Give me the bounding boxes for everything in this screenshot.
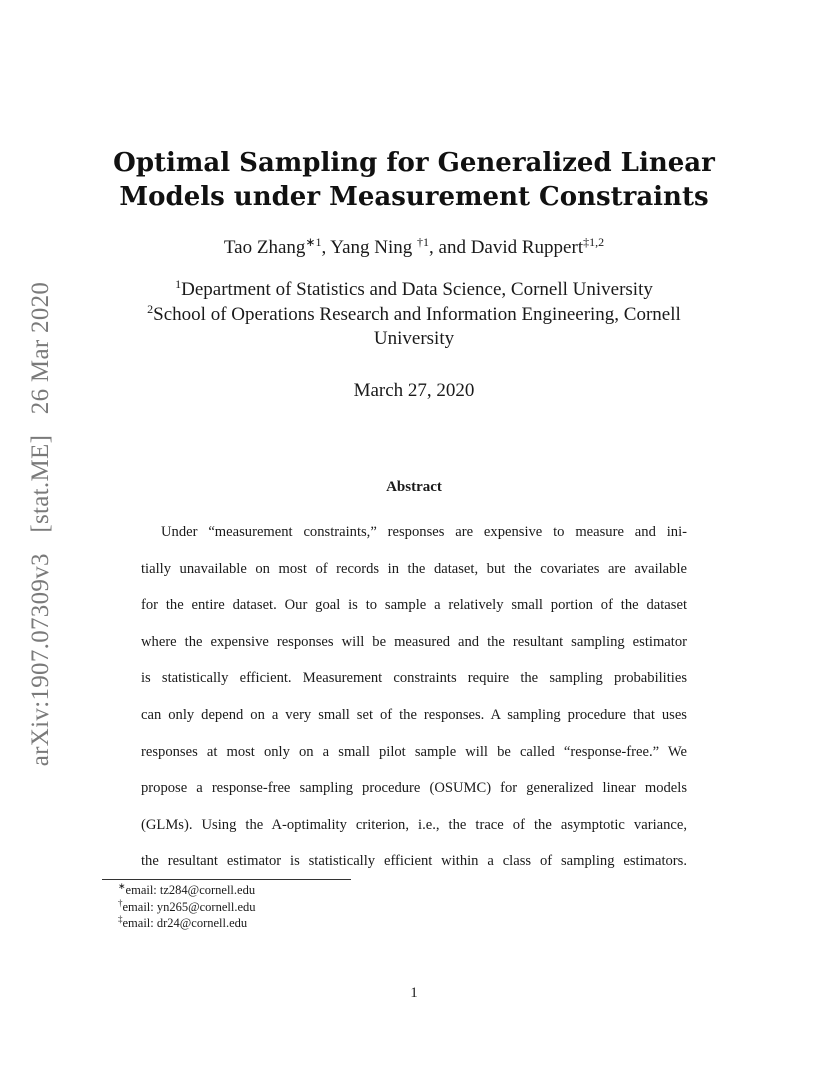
paper-date: March 27, 2020 (353, 380, 475, 401)
abstract-line: Under “measurement constraints,” responses are expensive to measure and ini- (161, 524, 687, 540)
abstract-line: the resultant estimator is statistically efficient within a class of sampling estimators. (141, 853, 687, 870)
affiliation-number: 2 (147, 301, 154, 316)
arxiv-sidebar-stamp (27, 282, 55, 766)
title-line-2: Models under Measurement Constraints (119, 182, 709, 212)
affiliation (60, 303, 768, 328)
arxiv-date: 26 Mar 2020 (27, 281, 54, 415)
footnotes (118, 882, 256, 932)
arxiv-category: [stat.ME] (27, 434, 54, 533)
abstract-line: tially unavailable on most of records in the dataset, but the covariates are available (141, 560, 687, 577)
abstract-body (141, 522, 687, 888)
abstract-heading: Abstract (386, 479, 442, 495)
abstract-line: responses at most only on a small pilot sample will be called “response-free.” We (141, 743, 687, 760)
author-marks: ‡1,2 (583, 235, 605, 249)
abstract-line: propose a response-free sampling procedure (OSUMC) for generalized linear models (141, 780, 687, 797)
author-separator: , (321, 237, 331, 258)
author-name: Tao Zhang (223, 237, 306, 258)
author-name: Yang Ning (330, 237, 418, 258)
footnote-mark: ‡ (118, 914, 123, 924)
author-list (60, 236, 768, 260)
footnote (118, 915, 256, 932)
arxiv-id: arXiv:1907.07309v3 (27, 553, 54, 767)
abstract-line: where the expensive responses will be measured and the resultant sampling estimator (141, 633, 687, 650)
author-marks: †1 (417, 235, 430, 249)
footnote-rule (102, 879, 351, 880)
title-line-1: Optimal Sampling for Generalized Linear (113, 148, 715, 178)
abstract-line: can only depend on a very small set of the responses. A sampling procedure that uses (141, 706, 687, 723)
author-marks: ∗1 (305, 235, 322, 249)
abstract-line: (GLMs). Using the A-optimality criterion, i.e., the trace of the asymptotic variance, (141, 816, 687, 833)
abstract-line: is statistically efficient. Measurement constraints require the sampling probabilities (141, 670, 687, 687)
footnote-mark: † (118, 897, 123, 908)
affiliation-text: School of Operations Research and Information Engineering, Cornell (153, 303, 681, 325)
abstract-line: for the entire dataset. Our goal is to sample a relatively small portion of the dataset (141, 597, 687, 614)
footnote (118, 882, 256, 899)
footnote-mark: ∗ (118, 881, 126, 891)
footnote-text: email: tz284@cornell.edu (125, 883, 256, 897)
footnote-text: email: yn265@cornell.edu (122, 899, 256, 914)
affiliation-text: Department of Statistics and Data Science, Cornell University (181, 279, 653, 300)
paper-title (60, 146, 768, 214)
author-separator: , and (429, 237, 471, 258)
author-name: David Ruppert (470, 237, 584, 258)
affiliation (60, 278, 768, 303)
affiliations (60, 278, 768, 352)
affiliation-number: 1 (175, 277, 182, 291)
page-number: 1 (410, 985, 418, 1001)
affiliation-continued: University (373, 328, 455, 349)
footnote-text: email: dr24@cornell.edu (122, 916, 248, 930)
footnote (118, 899, 256, 916)
